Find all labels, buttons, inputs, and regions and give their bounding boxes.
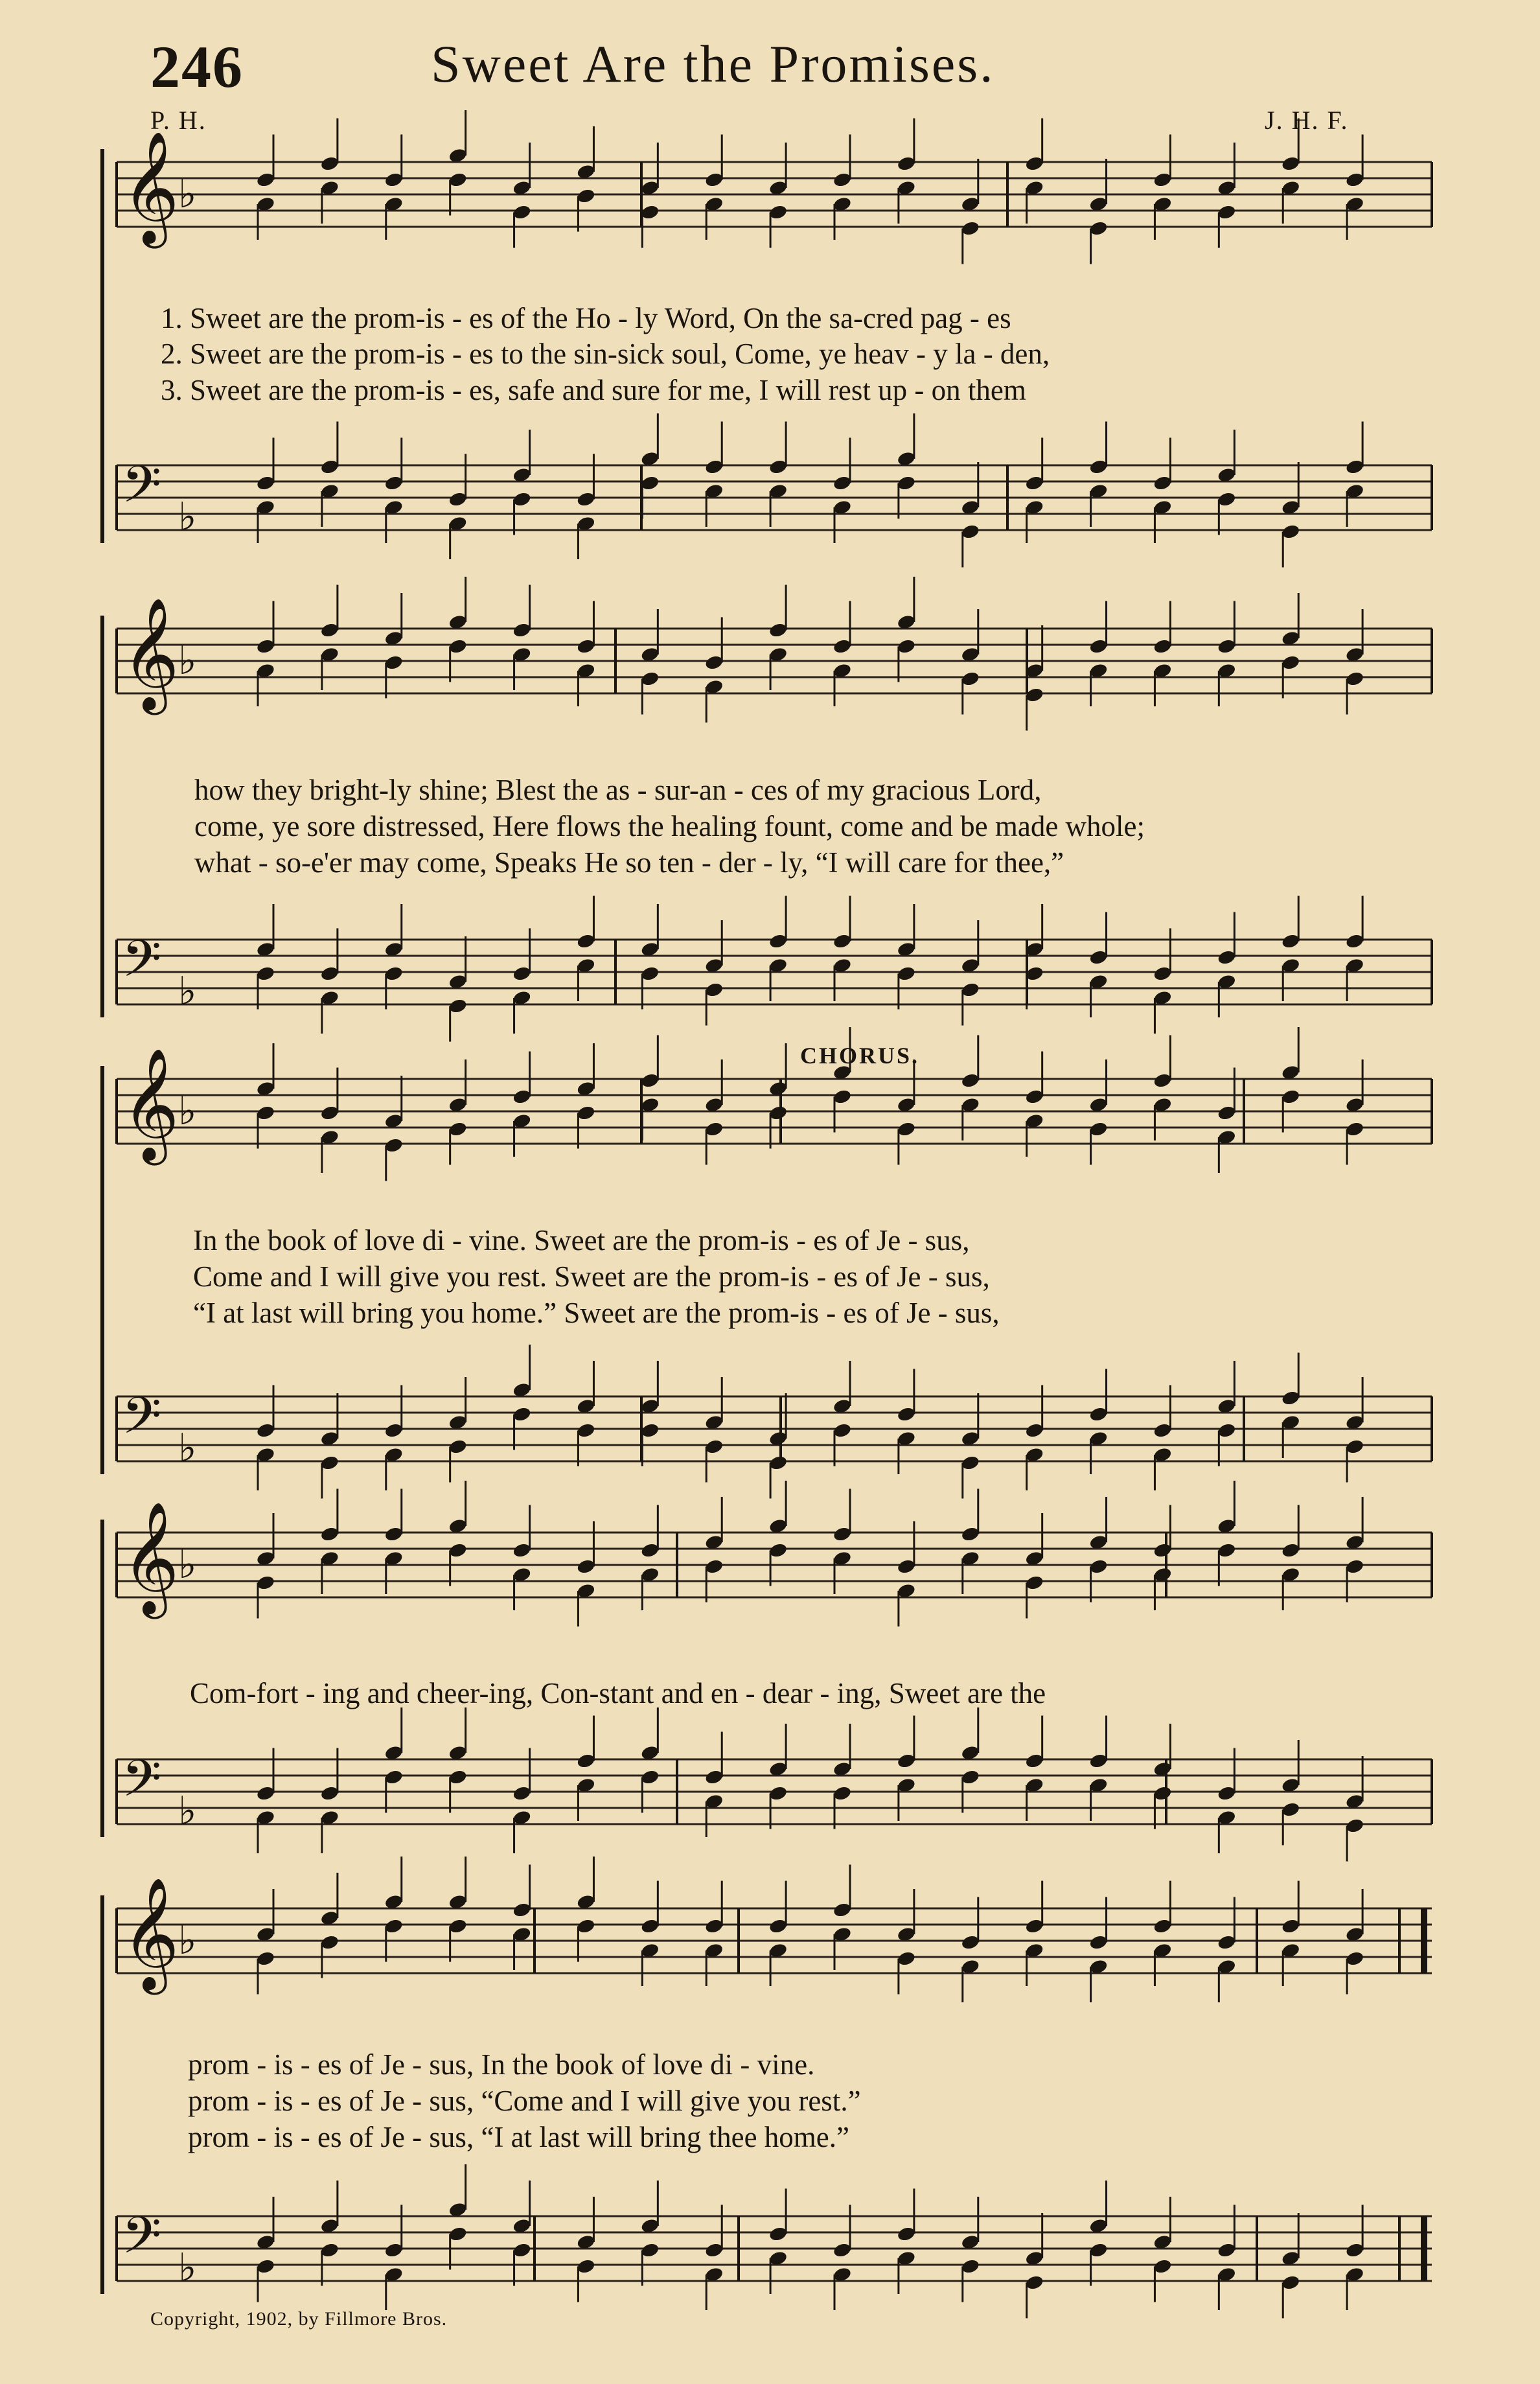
lyric-verse-1: 1. Sweet are the prom-is - es of the Ho - ly Word, On the sa-cred pag - es: [161, 302, 1011, 334]
treble-clef: 𝄞: [122, 1877, 179, 1990]
lyric-verse-2: prom - is - es of Je - sus, “Come and I will give you rest.”: [188, 2085, 861, 2117]
key-signature-flat: ♭: [178, 2247, 197, 2289]
bass-clef: 𝄢: [122, 930, 162, 1001]
key-signature-flat: ♭: [178, 1427, 197, 1470]
bass-clef: 𝄢: [122, 2206, 162, 2278]
key-signature-flat: ♭: [178, 173, 197, 216]
treble-clef: 𝄞: [122, 1048, 179, 1161]
key-signature-flat: ♭: [178, 1090, 197, 1133]
staff-group: [102, 1481, 1432, 1862]
lyric-verse-3: “I at last will bring you home.” Sweet are the prom-is - es of Je - sus,: [193, 1297, 1000, 1329]
bass-clef: 𝄢: [122, 1750, 162, 1821]
music-credit: J. H. F.: [1265, 106, 1349, 135]
lyric-verse-1: prom - is - es of Je - sus, In the book of love di - vine.: [188, 2048, 815, 2081]
bass-clef: 𝄢: [122, 1387, 162, 1458]
lyric-chorus-line: Com-fort - ing and cheer-ing, Con-stant and en - dear - ing, Sweet are the: [190, 1677, 1046, 1709]
key-signature-flat: ♭: [178, 1919, 197, 1962]
copyright-notice: Copyright, 1902, by Fillmore Bros.: [150, 2308, 448, 2330]
lyric-verse-3: 3. Sweet are the prom-is - es, safe and sure for me, I will rest up - on them: [161, 374, 1026, 406]
lyric-verse-3: prom - is - es of Je - sus, “I at last will bring thee home.”: [188, 2121, 850, 2153]
key-signature-flat: ♭: [178, 970, 197, 1013]
key-signature-flat: ♭: [178, 1790, 197, 1833]
lyric-verse-3: what - so-e'er may come, Speaks He so ten - der - ly, “I will care for thee,”: [194, 846, 1064, 879]
lyric-verse-2: come, ye sore distressed, Here flows the healing fount, come and be made whole;: [194, 810, 1145, 842]
hymn-title: Sweet Are the Promises.: [431, 34, 995, 93]
hymn-number: 246: [150, 34, 244, 100]
key-signature-flat: ♭: [178, 1544, 197, 1586]
key-signature-flat: ♭: [178, 640, 197, 682]
words-credit: P. H.: [150, 106, 207, 135]
treble-clef: 𝄞: [122, 1501, 179, 1614]
lyric-verse-2: Come and I will give you rest. Sweet are the prom-is - es of Je - sus,: [193, 1260, 990, 1293]
lyric-verse-1: In the book of love di - vine. Sweet are the prom-is - es of Je - sus,: [193, 1224, 970, 1256]
chorus-label: CHORUS.: [800, 1043, 920, 1069]
bass-clef: 𝄢: [122, 456, 162, 527]
lyric-verse-1: how they bright-ly shine; Blest the as - sur-an - ces of my gracious Lord,: [194, 774, 1042, 806]
lyric-verse-2: 2. Sweet are the prom-is - es to the sin-sick soul, Come, ye heav - y la - den,: [161, 338, 1050, 370]
key-signature-flat: ♭: [178, 496, 197, 538]
treble-clef: 𝄞: [122, 131, 179, 244]
treble-clef: 𝄞: [122, 597, 179, 710]
